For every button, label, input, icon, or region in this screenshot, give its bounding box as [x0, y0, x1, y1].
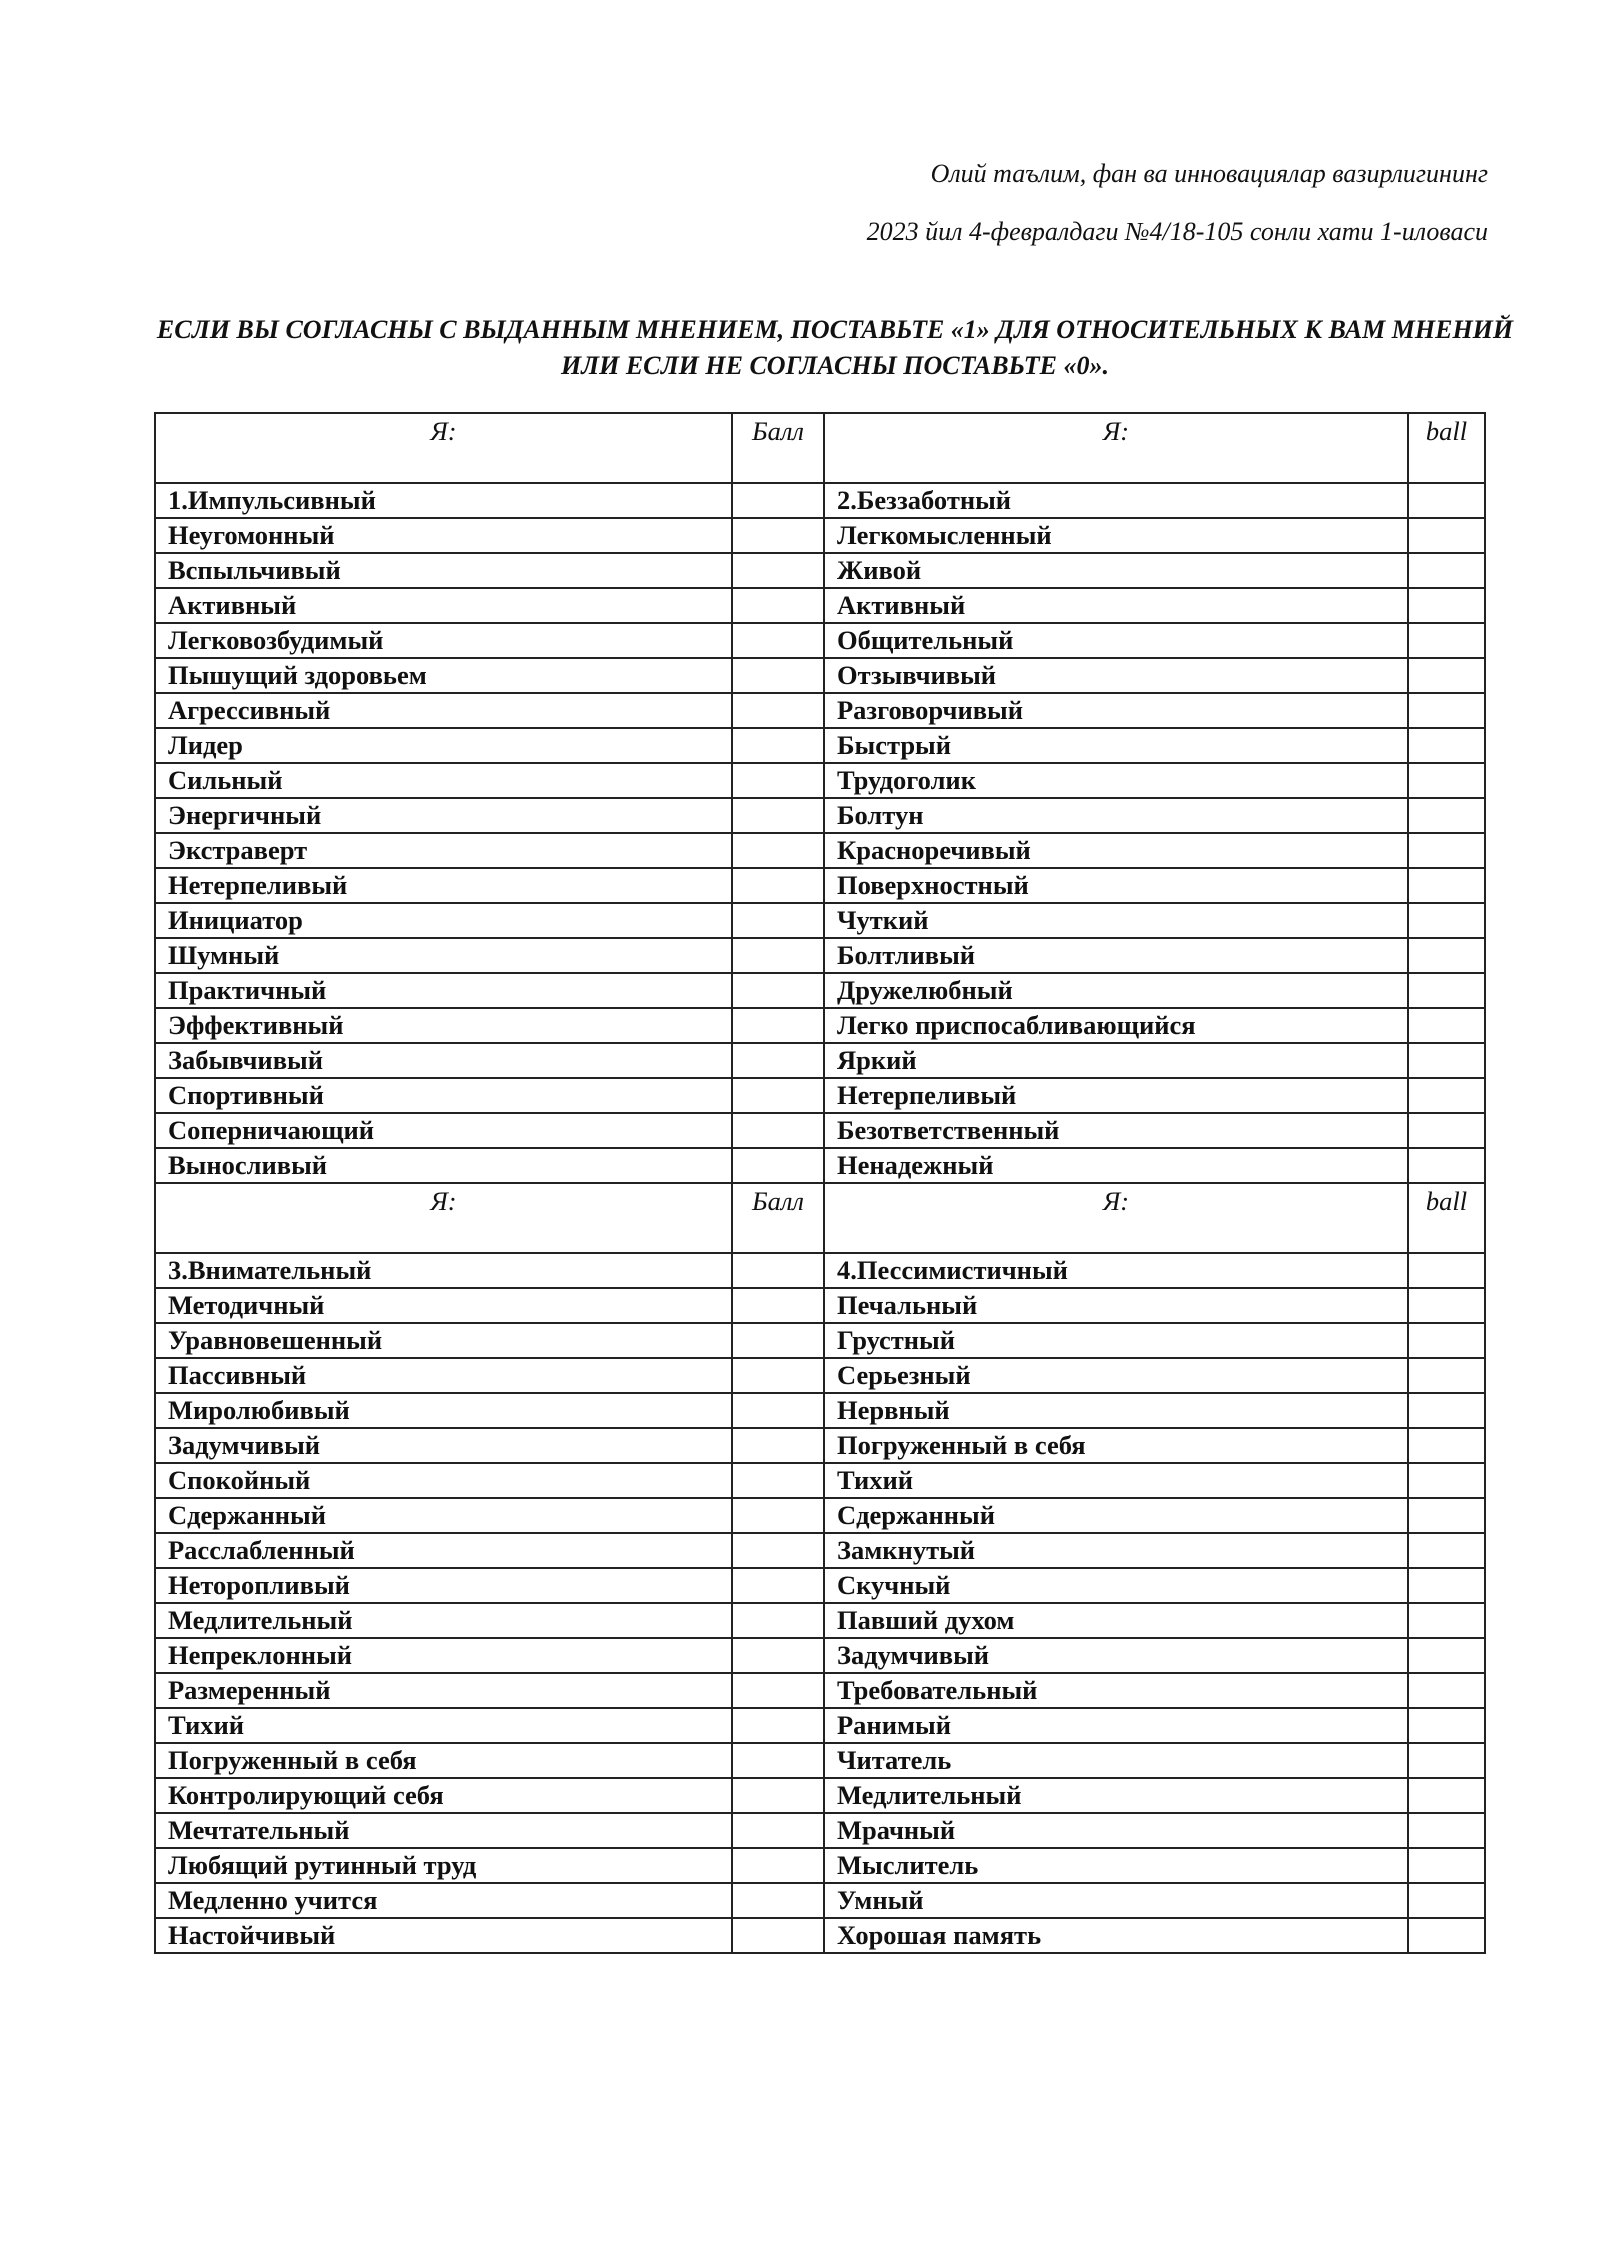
trait-right: Скучный — [824, 1568, 1408, 1603]
score-cell-left[interactable] — [732, 1918, 824, 1953]
trait-left: Эффективный — [155, 1008, 732, 1043]
score-cell-right[interactable] — [1408, 1883, 1485, 1918]
trait-right: Нетерпеливый — [824, 1078, 1408, 1113]
score-cell-left[interactable] — [732, 1533, 824, 1568]
trait-right: Быстрый — [824, 728, 1408, 763]
score-cell-right[interactable] — [1408, 1533, 1485, 1568]
table-row — [155, 1708, 1485, 1743]
score-cell-right[interactable] — [1408, 1358, 1485, 1393]
table-row — [155, 1498, 1485, 1533]
score-cell-left[interactable] — [732, 938, 824, 973]
trait-right: Нервный — [824, 1393, 1408, 1428]
score-cell-right[interactable] — [1408, 693, 1485, 728]
trait-left: Сдержанный — [155, 1498, 732, 1533]
score-cell-right[interactable] — [1408, 763, 1485, 798]
table-row — [155, 938, 1485, 973]
trait-right: Ненадежный — [824, 1148, 1408, 1183]
trait-right: Красноречивый — [824, 833, 1408, 868]
trait-left: Расслабленный — [155, 1533, 732, 1568]
trait-right: Серьезный — [824, 1358, 1408, 1393]
trait-right: Читатель — [824, 1743, 1408, 1778]
score-cell-left[interactable] — [732, 588, 824, 623]
trait-right: Требовательный — [824, 1673, 1408, 1708]
table-row — [155, 1778, 1485, 1813]
trait-right: Болтливый — [824, 938, 1408, 973]
table-row — [155, 658, 1485, 693]
table-header-row — [155, 1183, 1485, 1253]
trait-right: Тихий — [824, 1463, 1408, 1498]
trait-right: Погруженный в себя — [824, 1428, 1408, 1463]
trait-right: Задумчивый — [824, 1638, 1408, 1673]
trait-left: Пассивный — [155, 1358, 732, 1393]
score-cell-right[interactable] — [1408, 623, 1485, 658]
score-cell-left[interactable] — [732, 868, 824, 903]
score-cell-right[interactable] — [1408, 1113, 1485, 1148]
score-cell-left[interactable] — [732, 623, 824, 658]
score-cell-right[interactable] — [1408, 1253, 1485, 1288]
trait-right: 2.Беззаботный — [824, 483, 1408, 518]
score-cell-right[interactable] — [1408, 833, 1485, 868]
table-row — [155, 903, 1485, 938]
table-row — [155, 1743, 1485, 1778]
trait-left: Инициатор — [155, 903, 732, 938]
score-cell-right[interactable] — [1408, 1603, 1485, 1638]
table-row — [155, 1638, 1485, 1673]
score-cell-left[interactable] — [732, 1813, 824, 1848]
trait-right: Поверхностный — [824, 868, 1408, 903]
score-cell-right[interactable] — [1408, 868, 1485, 903]
trait-right: Болтун — [824, 798, 1408, 833]
trait-right: Умный — [824, 1883, 1408, 1918]
header-right-label: Я: — [824, 1183, 1408, 1253]
score-cell-right[interactable] — [1408, 1008, 1485, 1043]
trait-right: Активный — [824, 588, 1408, 623]
score-cell-left[interactable] — [732, 1253, 824, 1288]
score-cell-left[interactable] — [732, 553, 824, 588]
table-row — [155, 1323, 1485, 1358]
trait-left: Настойчивый — [155, 1918, 732, 1953]
table-row — [155, 1393, 1485, 1428]
survey-table-body — [155, 413, 1485, 1953]
trait-right: Безответственный — [824, 1113, 1408, 1148]
score-cell-left[interactable] — [732, 658, 824, 693]
score-cell-right[interactable] — [1408, 1778, 1485, 1813]
table-row — [155, 1113, 1485, 1148]
table-row — [155, 1848, 1485, 1883]
header-left-label: Я: — [155, 1183, 732, 1253]
table-row — [155, 1603, 1485, 1638]
survey-table — [154, 412, 1486, 1954]
score-cell-right[interactable] — [1408, 973, 1485, 1008]
trait-right: Легко приспосабливающийся — [824, 1008, 1408, 1043]
score-cell-right[interactable] — [1408, 1673, 1485, 1708]
table-row — [155, 1428, 1485, 1463]
table-row — [155, 1673, 1485, 1708]
header-right-score-label: ball — [1408, 413, 1485, 483]
trait-right: Трудоголик — [824, 763, 1408, 798]
trait-left: Неторопливый — [155, 1568, 732, 1603]
trait-left: Практичный — [155, 973, 732, 1008]
trait-left: Лидер — [155, 728, 732, 763]
trait-left: Тихий — [155, 1708, 732, 1743]
score-cell-right[interactable] — [1408, 1743, 1485, 1778]
trait-right: Легкомысленный — [824, 518, 1408, 553]
table-row — [155, 868, 1485, 903]
table-row — [155, 623, 1485, 658]
score-cell-left[interactable] — [732, 973, 824, 1008]
trait-left: Миролюбивый — [155, 1393, 732, 1428]
table-row — [155, 728, 1485, 763]
score-cell-left[interactable] — [732, 1148, 824, 1183]
trait-left: Медленно учится — [155, 1883, 732, 1918]
header-left-score-label: Балл — [732, 413, 824, 483]
table-header-row — [155, 413, 1485, 483]
score-cell-right[interactable] — [1408, 1323, 1485, 1358]
table-row — [155, 973, 1485, 1008]
score-cell-left[interactable] — [732, 833, 824, 868]
trait-right: Дружелюбный — [824, 973, 1408, 1008]
trait-right: Мрачный — [824, 1813, 1408, 1848]
score-cell-right[interactable] — [1408, 728, 1485, 763]
score-cell-left[interactable] — [732, 1288, 824, 1323]
score-cell-right[interactable] — [1408, 1568, 1485, 1603]
trait-right: Сдержанный — [824, 1498, 1408, 1533]
table-row — [155, 833, 1485, 868]
table-row — [155, 1568, 1485, 1603]
trait-right: Разговорчивый — [824, 693, 1408, 728]
score-cell-left[interactable] — [732, 1463, 824, 1498]
score-cell-left[interactable] — [732, 1498, 824, 1533]
trait-left: Вспыльчивый — [155, 553, 732, 588]
score-cell-right[interactable] — [1408, 1918, 1485, 1953]
trait-left: Агрессивный — [155, 693, 732, 728]
score-cell-left[interactable] — [732, 1323, 824, 1358]
trait-right: Замкнутый — [824, 1533, 1408, 1568]
header-letter-reference: 2023 йил 4-февралдаги №4/18-105 сонли хати 1-иловаси — [866, 217, 1488, 246]
score-cell-right[interactable] — [1408, 1148, 1485, 1183]
header-left-score-label: Балл — [732, 1183, 824, 1253]
table-row — [155, 553, 1485, 588]
trait-left: Спортивный — [155, 1078, 732, 1113]
trait-left: Размеренный — [155, 1673, 732, 1708]
score-cell-left[interactable] — [732, 1638, 824, 1673]
score-cell-right[interactable] — [1408, 1498, 1485, 1533]
header-ministry-line: Олий таълим, фан ва инновациялар вазирлигининг — [930, 159, 1488, 188]
trait-left: Задумчивый — [155, 1428, 732, 1463]
score-cell-right[interactable] — [1408, 1848, 1485, 1883]
trait-right: Павший духом — [824, 1603, 1408, 1638]
trait-left: Неугомонный — [155, 518, 732, 553]
trait-left: Экстраверт — [155, 833, 732, 868]
table-row — [155, 693, 1485, 728]
table-row — [155, 1288, 1485, 1323]
score-cell-left[interactable] — [732, 1008, 824, 1043]
table-row — [155, 1813, 1485, 1848]
trait-left: Активный — [155, 588, 732, 623]
trait-right: Общительный — [824, 623, 1408, 658]
score-cell-left[interactable] — [732, 763, 824, 798]
table-row — [155, 483, 1485, 518]
table-row — [155, 1463, 1485, 1498]
trait-left: 3.Внимательный — [155, 1253, 732, 1288]
table-row — [155, 1533, 1485, 1568]
trait-left: Мечтательный — [155, 1813, 732, 1848]
header-left-label: Я: — [155, 413, 732, 483]
table-row — [155, 1043, 1485, 1078]
trait-left: Любящий рутинный труд — [155, 1848, 732, 1883]
table-row — [155, 1358, 1485, 1393]
score-cell-left[interactable] — [732, 1078, 824, 1113]
trait-left: Контролирующий себя — [155, 1778, 732, 1813]
trait-right: Чуткий — [824, 903, 1408, 938]
score-cell-right[interactable] — [1408, 518, 1485, 553]
table-row — [155, 1918, 1485, 1953]
table-row — [155, 1253, 1485, 1288]
score-cell-right[interactable] — [1408, 1708, 1485, 1743]
trait-left: Энергичный — [155, 798, 732, 833]
trait-left: Методичный — [155, 1288, 732, 1323]
trait-left: Нетерпеливый — [155, 868, 732, 903]
score-cell-left[interactable] — [732, 1428, 824, 1463]
trait-left: 1.Импульсивный — [155, 483, 732, 518]
table-row — [155, 763, 1485, 798]
trait-right: Печальный — [824, 1288, 1408, 1323]
trait-right: Грустный — [824, 1323, 1408, 1358]
trait-left: Соперничающий — [155, 1113, 732, 1148]
trait-right: 4.Пессимистичный — [824, 1253, 1408, 1288]
trait-right: Ранимый — [824, 1708, 1408, 1743]
score-cell-right[interactable] — [1408, 483, 1485, 518]
score-cell-left[interactable] — [732, 1603, 824, 1638]
score-cell-left[interactable] — [732, 1043, 824, 1078]
trait-right: Хорошая память — [824, 1918, 1408, 1953]
trait-left: Спокойный — [155, 1463, 732, 1498]
trait-left: Выносливый — [155, 1148, 732, 1183]
score-cell-right[interactable] — [1408, 1288, 1485, 1323]
score-cell-left[interactable] — [732, 483, 824, 518]
instruction-text: ЕСЛИ ВЫ СОГЛАСНЫ С ВЫДАННЫМ МНЕНИЕМ, ПОСТАВЬТЕ «1» ДЛЯ ОТНОСИТЕЛЬНЫХ К ВАМ МНЕНИЙ ИЛИ ЕСЛИ НЕ СОГЛАСНЫ ПОСТАВЬТЕ «0». — [156, 315, 1514, 380]
score-cell-right[interactable] — [1408, 798, 1485, 833]
score-cell-left[interactable] — [732, 1568, 824, 1603]
score-cell-left[interactable] — [732, 1743, 824, 1778]
header-right-score-label: ball — [1408, 1183, 1485, 1253]
trait-left: Пышущий здоровьем — [155, 658, 732, 693]
score-cell-right[interactable] — [1408, 1078, 1485, 1113]
trait-right: Живой — [824, 553, 1408, 588]
score-cell-left[interactable] — [732, 1113, 824, 1148]
score-cell-right[interactable] — [1408, 658, 1485, 693]
table-row — [155, 798, 1485, 833]
score-cell-right[interactable] — [1408, 1043, 1485, 1078]
trait-left: Погруженный в себя — [155, 1743, 732, 1778]
table-row — [155, 518, 1485, 553]
trait-left: Сильный — [155, 763, 732, 798]
table-row — [155, 1008, 1485, 1043]
score-cell-right[interactable] — [1408, 938, 1485, 973]
score-cell-right[interactable] — [1408, 1638, 1485, 1673]
trait-left: Забывчивый — [155, 1043, 732, 1078]
score-cell-left[interactable] — [732, 1883, 824, 1918]
score-cell-right[interactable] — [1408, 1813, 1485, 1848]
score-cell-left[interactable] — [732, 1358, 824, 1393]
score-cell-left[interactable] — [732, 693, 824, 728]
trait-right: Отзывчивый — [824, 658, 1408, 693]
score-cell-right[interactable] — [1408, 903, 1485, 938]
score-cell-left[interactable] — [732, 518, 824, 553]
trait-left: Непреклонный — [155, 1638, 732, 1673]
score-cell-left[interactable] — [732, 1778, 824, 1813]
score-cell-left[interactable] — [732, 728, 824, 763]
trait-right: Яркий — [824, 1043, 1408, 1078]
table-row — [155, 588, 1485, 623]
trait-left: Уравновешенный — [155, 1323, 732, 1358]
score-cell-left[interactable] — [732, 1848, 824, 1883]
table-row — [155, 1148, 1485, 1183]
score-cell-right[interactable] — [1408, 588, 1485, 623]
score-cell-left[interactable] — [732, 798, 824, 833]
score-cell-right[interactable] — [1408, 1463, 1485, 1498]
score-cell-right[interactable] — [1408, 1428, 1485, 1463]
trait-right: Медлительный — [824, 1778, 1408, 1813]
score-cell-right[interactable] — [1408, 553, 1485, 588]
trait-left: Легковозбудимый — [155, 623, 732, 658]
score-cell-left[interactable] — [732, 903, 824, 938]
header-right-label: Я: — [824, 413, 1408, 483]
trait-left: Шумный — [155, 938, 732, 973]
table-row — [155, 1883, 1485, 1918]
trait-left: Медлительный — [155, 1603, 732, 1638]
score-cell-left[interactable] — [732, 1393, 824, 1428]
score-cell-left[interactable] — [732, 1673, 824, 1708]
score-cell-left[interactable] — [732, 1708, 824, 1743]
score-cell-right[interactable] — [1408, 1393, 1485, 1428]
trait-right: Мыслитель — [824, 1848, 1408, 1883]
table-row — [155, 1078, 1485, 1113]
